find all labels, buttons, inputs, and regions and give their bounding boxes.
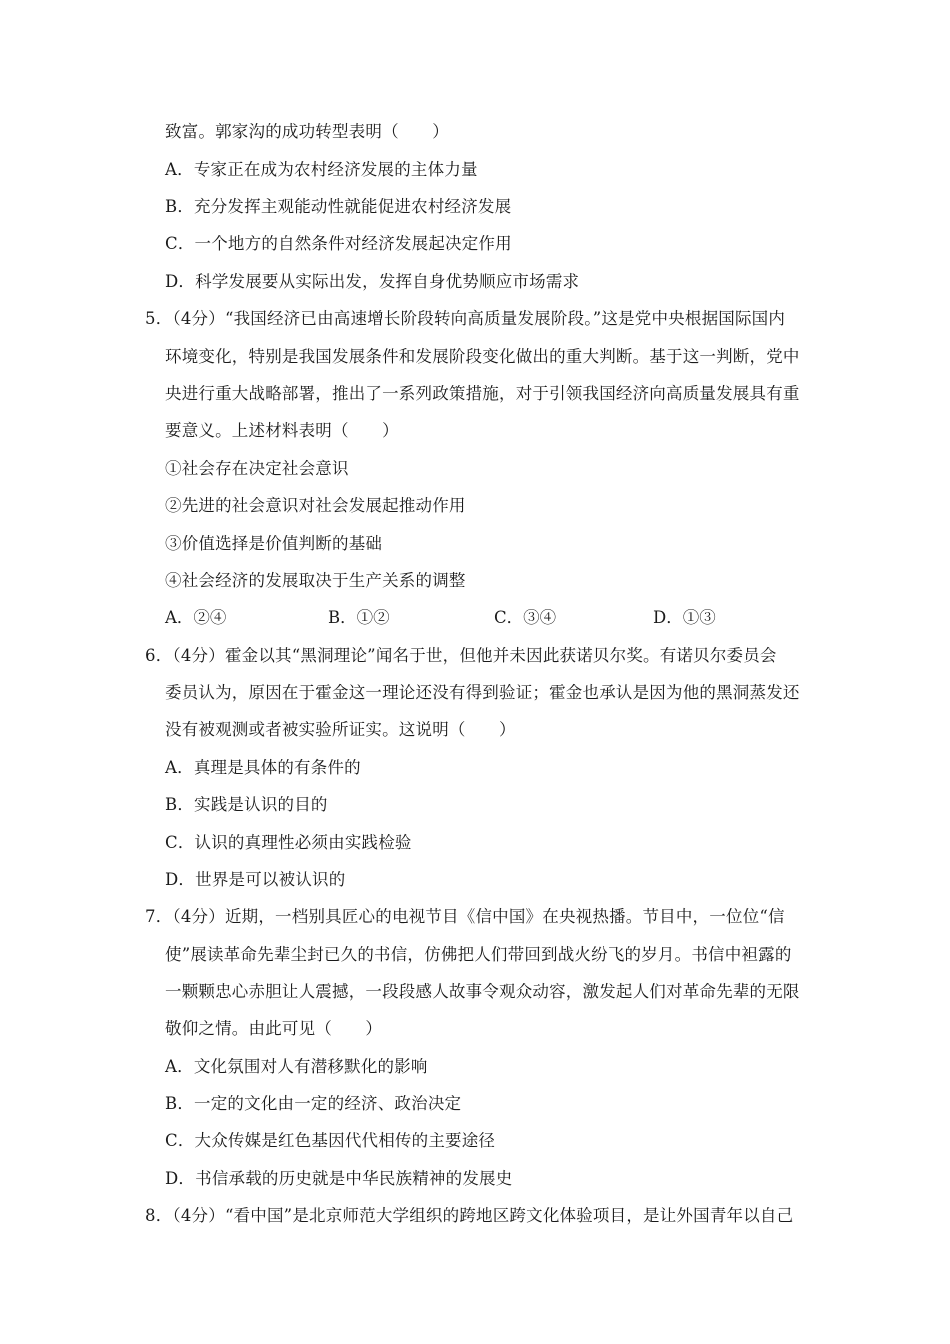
q6-option-d: D．世界是可以被认识的 (165, 870, 346, 889)
q5-stem-line-4: 要意义。上述材料表明（ ） (165, 421, 399, 440)
q6-stem-line-2: 委员认为，原因在于霍金这一理论还没有得到验证；霍金也承认是因为他的黑洞蒸发还 (165, 683, 800, 702)
q5-statement-3: ③价值选择是价值判断的基础 (165, 534, 383, 553)
q7-stem-line-4: 敬仰之情。由此可见（ ） (165, 1019, 383, 1038)
q6-stem-line-3: 没有被观测或者被实验所证实。这说明（ ） (165, 720, 516, 739)
q5-stem-line-2: 环境变化，特别是我国发展条件和发展阶段变化做出的重大判断。基于这一判断，党中 (165, 347, 800, 366)
q5-stem-line-1: 5．（4分）“我国经济已由高速增长阶段转向高质量发展阶段。”这是党中央根据国际国内 (145, 309, 786, 328)
q4-stem-tail: 致富。郭家沟的成功转型表明（ ） (165, 122, 449, 141)
q5-option-c: C．③④ (494, 608, 557, 627)
q5-options-row (165, 607, 805, 629)
q5-statement-1: ①社会存在决定社会意识 (165, 459, 349, 478)
q7-stem-line-3: 一颗颗忠心赤胆让人震撼，一段段感人故事令观众动容，激发起人们对革命先辈的无限 (165, 982, 800, 1001)
q6-stem-line-1: 6．（4分）霍金以其“黑洞理论”闻名于世，但他并未因此获诺贝尔奖。有诺贝尔委员会 (145, 646, 777, 665)
q6-option-a: A．真理是具体的有条件的 (165, 758, 361, 777)
q5-statement-2: ②先进的社会意识对社会发展起推动作用 (165, 496, 466, 515)
q5-option-b: B．①② (328, 608, 390, 627)
q7-option-a: A．文化氛围对人有潜移默化的影响 (165, 1057, 428, 1076)
q6-option-c: C．认识的真理性必须由实践检验 (165, 833, 412, 852)
q4-option-a: A．专家正在成为农村经济发展的主体力量 (165, 160, 478, 179)
q8-stem-line-1: 8．（4分）“看中国”是北京师范大学组织的跨地区跨文化体验项目，是让外国青年以自己 (145, 1206, 794, 1225)
q5-option-d: D．①③ (653, 608, 716, 627)
q5-stem-line-3: 央进行重大战略部署，推出了一系列政策措施，对于引领我国经济向高质量发展具有重 (165, 384, 800, 403)
q4-option-c: C．一个地方的自然条件对经济发展起决定作用 (165, 234, 512, 253)
q5-statement-4: ④社会经济的发展取决于生产关系的调整 (165, 571, 466, 590)
q7-stem-line-1: 7．（4分）近期，一档别具匠心的电视节目《信中国》在央视热播。节目中，一位位“信 (145, 907, 785, 926)
q7-option-c: C．大众传媒是红色基因代代相传的主要途径 (165, 1131, 496, 1150)
q6-option-b: B．实践是认识的目的 (165, 795, 328, 814)
q5-option-a: A．②④ (165, 608, 227, 627)
q4-option-b: B．充分发挥主观能动性就能促进农村经济发展 (165, 197, 512, 216)
q7-option-b: B．一定的文化由一定的经济、政治决定 (165, 1094, 462, 1113)
q7-option-d: D．书信承载的历史就是中华民族精神的发展史 (165, 1169, 513, 1188)
q7-stem-line-2: 使”展读革命先辈尘封已久的书信，仿佛把人们带回到战火纷飞的岁月。书信中袒露的 (165, 945, 792, 964)
q4-option-d: D．科学发展要从实际出发，发挥自身优势顺应市场需求 (165, 272, 580, 291)
